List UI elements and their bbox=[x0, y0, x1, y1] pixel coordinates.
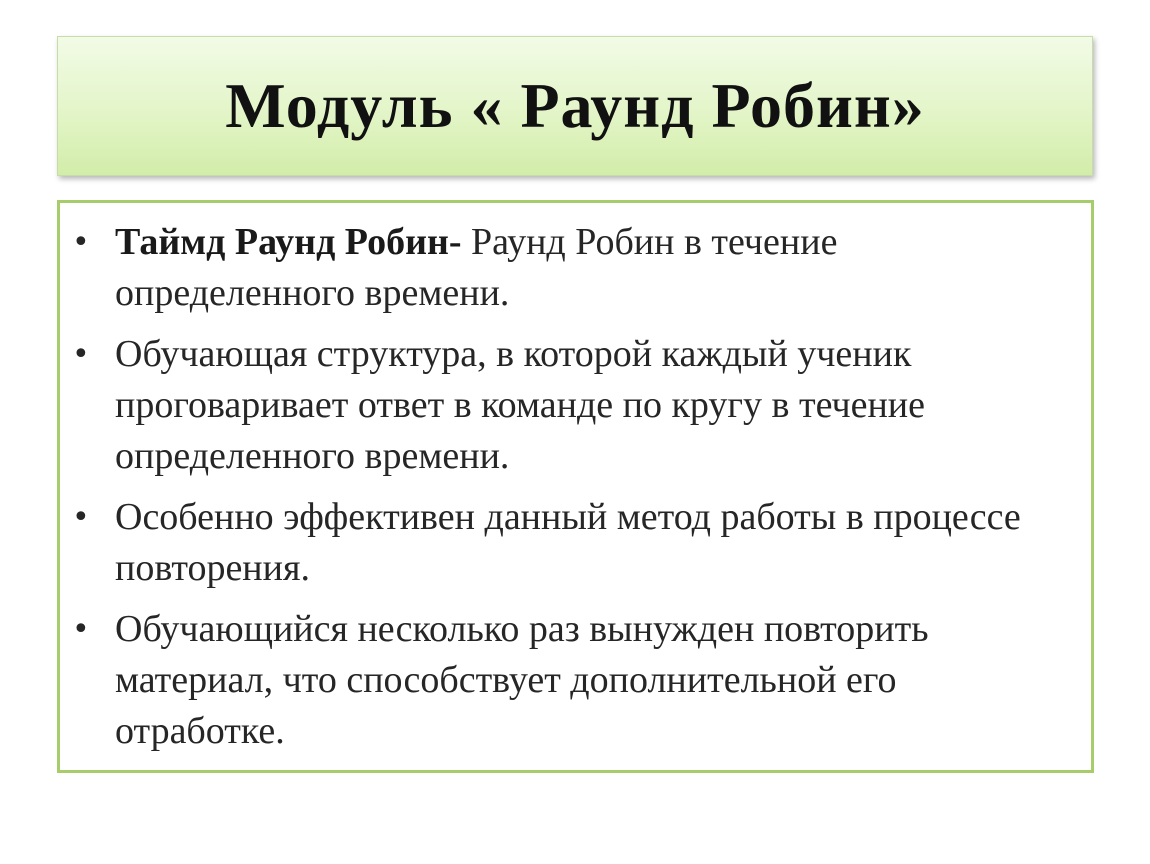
bullet-icon: • bbox=[72, 337, 90, 372]
slide-content-box bbox=[57, 200, 1094, 773]
bullet-item bbox=[72, 217, 1072, 319]
bullet-bold-text: Таймд Раунд Робин- bbox=[115, 221, 462, 263]
slide-title-box bbox=[57, 36, 1093, 176]
bullet-icon: • bbox=[72, 500, 90, 535]
bullet-text: Особенно эффективен данный метод работы в процессе повторения. bbox=[115, 496, 1021, 589]
bullet-icon: • bbox=[72, 612, 90, 647]
bullet-text: Обучающая структура, в которой каждый ученик проговаривает ответ в команде по кругу в течение определенного времени. bbox=[115, 333, 926, 477]
bullet-icon: • bbox=[72, 225, 90, 260]
slide-title: Модуль « Раунд Робин» bbox=[225, 70, 925, 141]
bullet-list bbox=[72, 217, 1072, 767]
bullet-text: Раунд Робин в течение определенного времени. bbox=[115, 221, 838, 314]
bullet-item bbox=[72, 329, 1072, 482]
bullet-item bbox=[72, 604, 1072, 757]
bullet-item bbox=[72, 492, 1072, 594]
bullet-text: Обучающийся несколько раз вынужден повторить материал, что способствует дополнительной его отработке. bbox=[115, 608, 929, 752]
